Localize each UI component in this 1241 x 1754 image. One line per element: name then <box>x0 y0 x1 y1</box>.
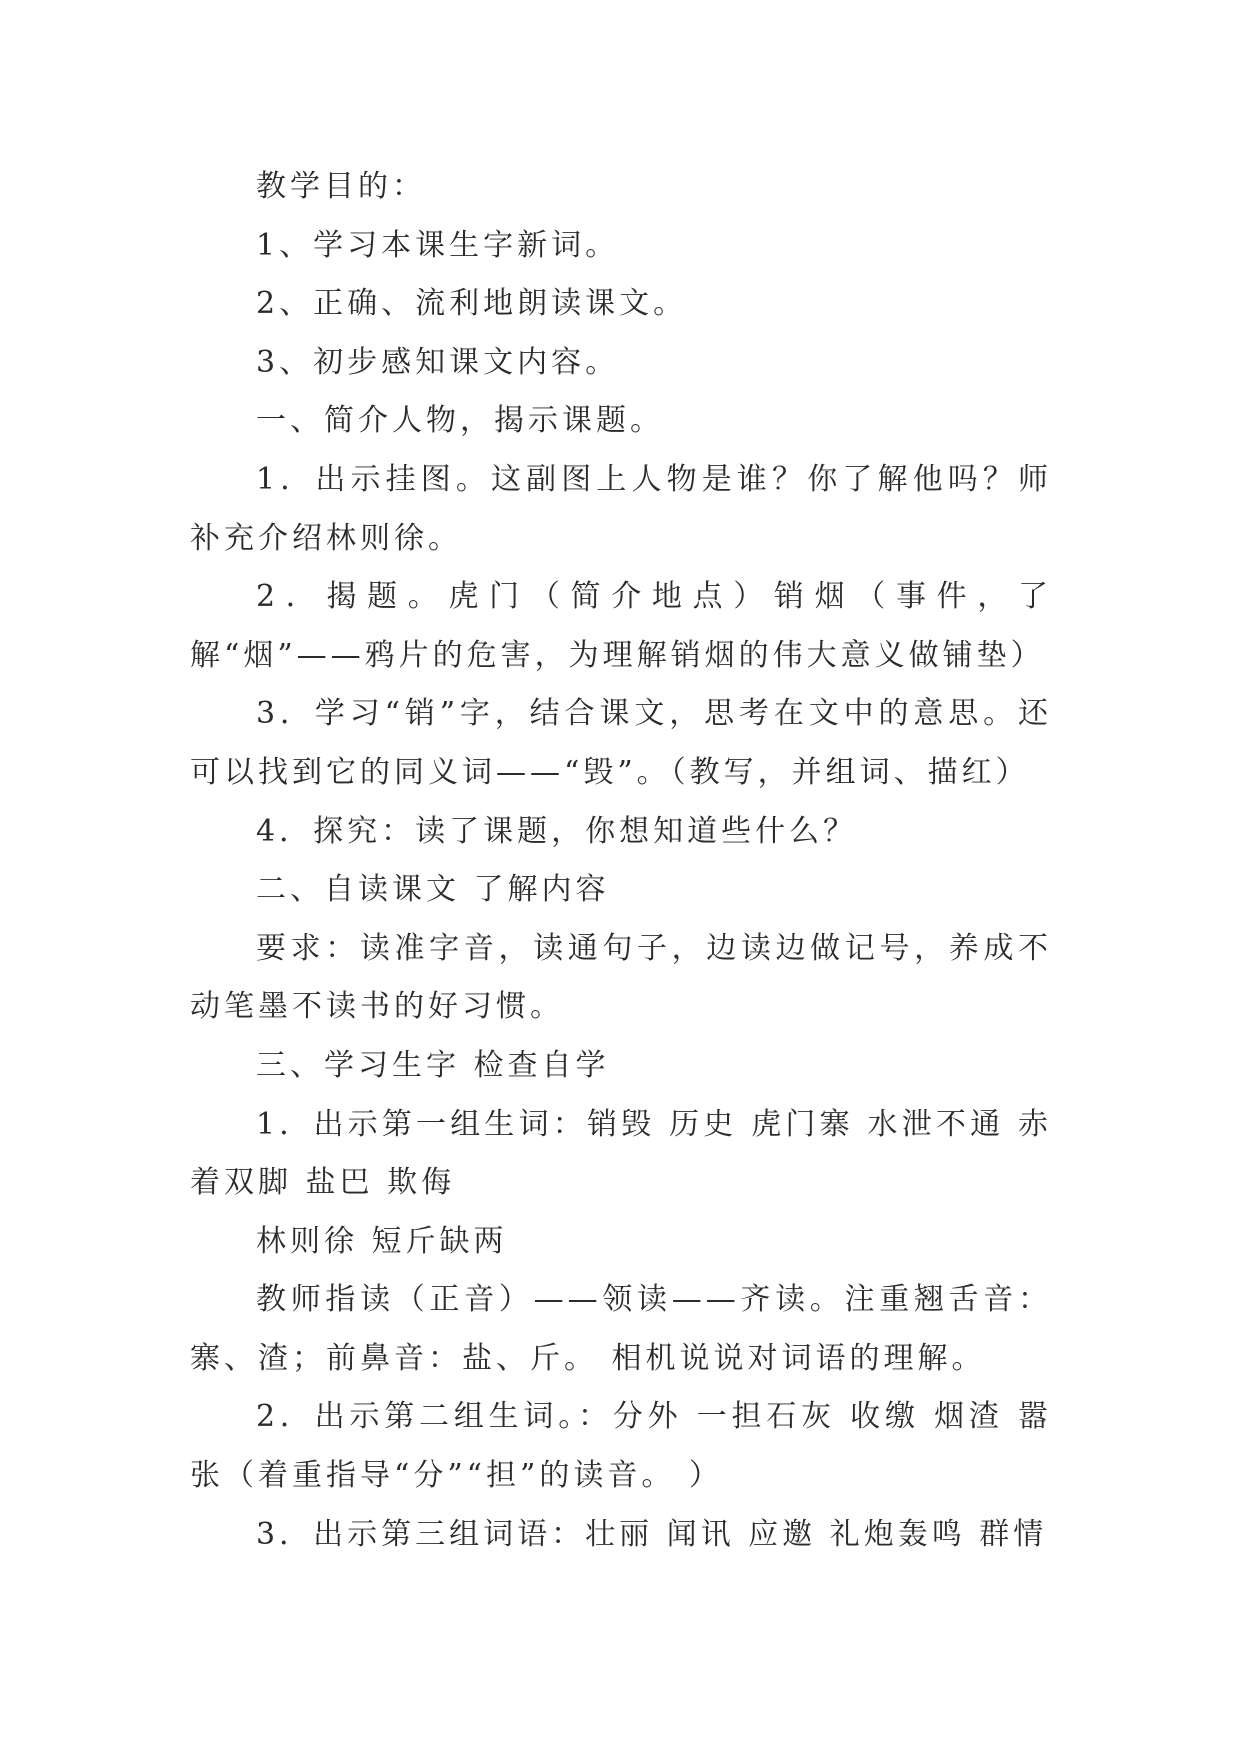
goal-item-2: 2、正确、流利地朗读课文。 <box>256 286 688 322</box>
section-heading-3: 三、学习生字 检查自学 <box>256 1047 610 1083</box>
step-paragraph: 2．出示第二组生词。：分外 一担石灰 收缴 烟渣 嚣张（着重指导“分”“担”的读音。 ） <box>190 1399 1052 1494</box>
step-paragraph: 1．出示挂图。这副图上人物是谁？你了解他吗？师补充介绍林则徐。 <box>190 461 1052 556</box>
step-paragraph: 1．出示第一组生词：销毁 历史 虎门寨 水泄不通 赤着双脚 盐巴 欺侮 <box>190 1106 1052 1201</box>
section-heading-2: 二、自读课文 了解内容 <box>256 872 610 908</box>
requirement-paragraph: 要求：读准字音，读通句子，边读边做记号，养成不动笔墨不读书的好习惯。 <box>190 930 1052 1025</box>
goal-item-3: 3、初步感知课文内容。 <box>256 344 620 380</box>
document-body <box>190 158 1052 1564</box>
step-paragraph: 2．揭题。虎门（简介地点）销烟（事件，了解“烟”——鸦片的危害，为理解销烟的伟大意义做铺垫） <box>190 579 1052 673</box>
step-paragraph: 3．出示第三组词语：壮丽 闻讯 应邀 礼炮轰鸣 群情 <box>256 1516 1048 1552</box>
step-paragraph: 3．学习“销”字，结合课文，思考在文中的意思。还可以找到它的同义词——“毁”。（教写，并组词、描红） <box>190 696 1052 790</box>
word-list-continuation: 林则徐 短斤缺两 <box>256 1223 508 1259</box>
step-paragraph: 4．探究：读了课题，你想知道些什么？ <box>256 813 858 849</box>
instruction-paragraph: 教师指读（正音）——领读——齐读。注重翘舌音：寨、渣；前鼻音：盐、斤。 相机说说对词语的理解。 <box>190 1282 1052 1376</box>
section-heading-1: 一、简介人物，揭示课题。 <box>256 403 664 439</box>
heading-teaching-goals: 教学目的： <box>256 169 426 204</box>
goal-item-1: 1、学习本课生字新词。 <box>256 227 620 263</box>
